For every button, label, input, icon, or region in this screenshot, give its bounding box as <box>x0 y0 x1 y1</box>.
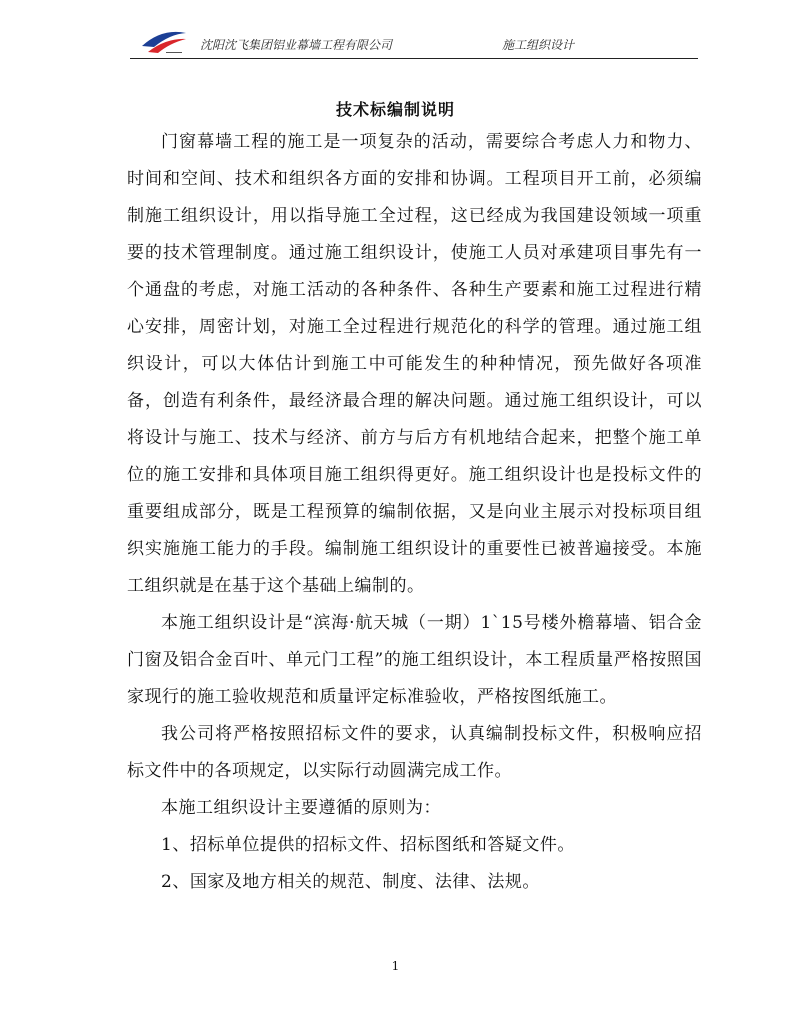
document-type: 施工组织设计 <box>502 38 575 52</box>
document-body <box>127 124 702 901</box>
page-number: 1 <box>391 959 400 973</box>
list-item-principle-2: 2、国家及地方相关的规范、制度、法律、法规。 <box>161 872 540 892</box>
paragraph-commitment: 我公司将严格按照招标文件的要求，认真编制投标文件，积极响应招标文件中的各项规定，以实际行动圆满完成工作。 <box>127 724 702 781</box>
paragraph-principles: 本施工组织设计主要遵循的原则为： <box>161 798 441 818</box>
list-item-principle-1: 1、招标单位提供的招标文件、招标图纸和答疑文件。 <box>161 835 575 855</box>
page-header <box>130 30 698 59</box>
paragraph-project: 本施工组织设计是“滨海·航天城（一期）1`15号楼外檐幕墙、铝合金门窗及铝合金百叶、单元门工程”的施工组织设计，本工程质量严格按照国家现行的施工验收规范和质量评定标准验收，严格按图纸施工。 <box>127 613 702 707</box>
company-logo-icon <box>140 30 188 56</box>
paragraph-intro: 门窗幕墙工程的施工是一项复杂的活动，需要综合考虑人力和物力、时间和空间、技术和组织各方面的安排和协调。工程项目开工前，必须编制施工组织设计，用以指导施工全过程，这已经成为我国建设领域一项重要的技术管理制度。通过施工组织设计，使施工人员对承建项目事先有一个通盘的考虑，对施工活动的各种条件、各种生产要素和施工过程进行精心安排，周密计划，对施工全过程进行规范化的科学的管理。通过施工组织设计，可以大体估计到施工中可能发生的种种情况，预先做好各项准备，创造有利条件，最经济最合理的解决问题。通过施工组织设计，可以将设计与施工、技术与经济、前方与后方有机地结合起来，把整个施工单位的施工安排和具体项目施工组织得更好。施工组织设计也是投标文件的重要组成部分，既是工程预算的编制依据，又是向业主展示对投标项目组织实施施工能力的手段。编制施工组织设计的重要性已被普遍接受。本施工组织就是在基于这个基础上编制的。 <box>127 132 702 596</box>
company-name: 沈阳沈飞集团铝业幕墙工程有限公司 <box>200 38 393 52</box>
page-title: 技术标编制说明 <box>335 100 455 119</box>
